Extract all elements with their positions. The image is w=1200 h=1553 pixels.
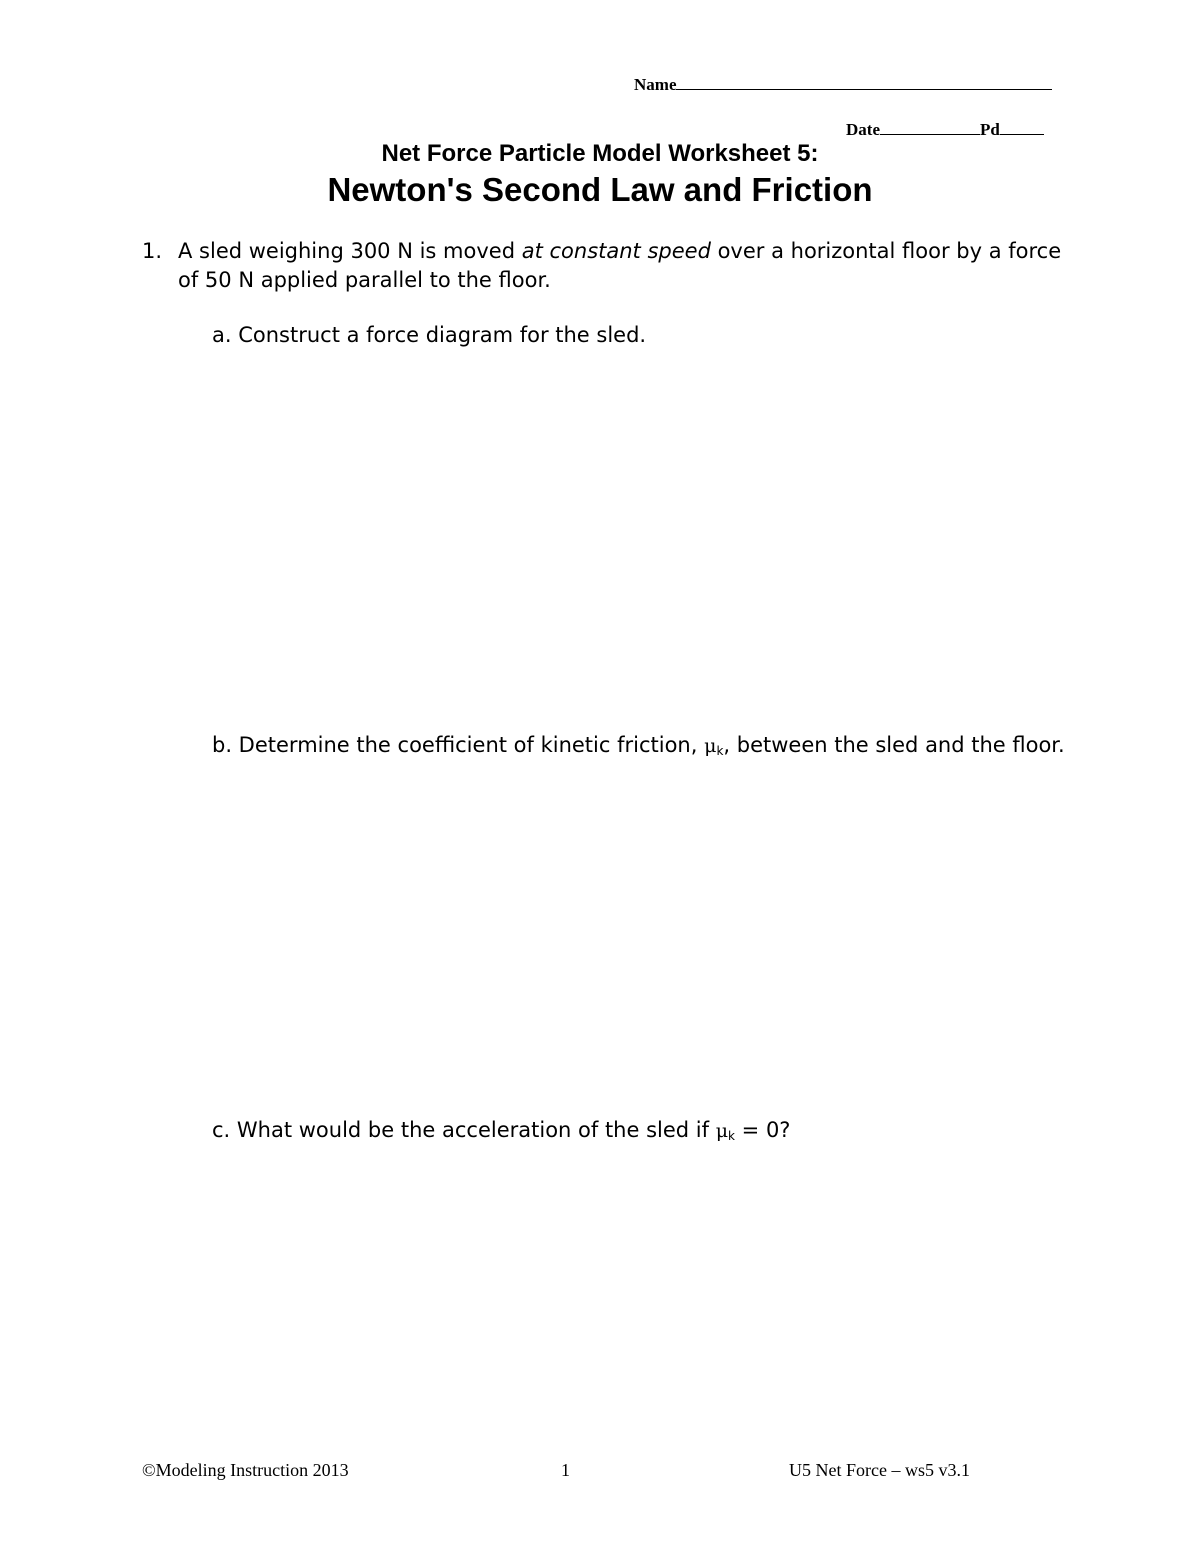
question-text-emphasis: at constant speed — [521, 239, 711, 263]
question-text-part2: over a horizontal floor by a force of 50 N applied parallel to the floor. — [178, 239, 1062, 292]
name-label: Name — [634, 75, 677, 94]
question-1a: a. Construct a force diagram for the sled. — [212, 323, 647, 347]
question-number: 1. — [142, 239, 163, 263]
footer-page-number: 1 — [561, 1460, 570, 1480]
date-blank[interactable] — [880, 117, 980, 135]
mu-subscript-c: k — [728, 1129, 735, 1143]
name-blank[interactable] — [676, 72, 1052, 90]
worksheet-title: Net Force Particle Model Worksheet 5: — [381, 140, 819, 167]
pd-blank[interactable] — [1000, 117, 1044, 135]
worksheet-subtitle: Newton's Second Law and Friction — [327, 171, 873, 208]
footer-doc-id: U5 Net Force – ws5 v3.1 — [789, 1460, 970, 1480]
question-1c-part1: c. What would be the acceleration of the sled if — [212, 1118, 716, 1142]
mu-symbol: μ — [704, 735, 717, 757]
question-1b-part1: b. Determine the coefficient of kinetic friction, — [212, 733, 705, 757]
question-1c-part2: = 0? — [735, 1118, 791, 1142]
name-field[interactable] — [634, 72, 1052, 95]
pd-label: Pd — [979, 120, 1000, 139]
question-1-text — [178, 237, 1062, 295]
question-1 — [142, 237, 1062, 295]
question-1c — [212, 1116, 790, 1151]
mu-symbol-c: μ — [715, 1120, 729, 1142]
footer-copyright: ©Modeling Instruction 2013 — [142, 1460, 349, 1480]
mu-subscript: k — [716, 744, 724, 758]
date-label: Date — [846, 120, 880, 139]
date-pd-field[interactable] — [846, 117, 1044, 140]
question-1b-part2: , between the sled and the floor. — [723, 733, 1065, 757]
question-text-part1: A sled weighing 300 N is moved — [178, 239, 522, 263]
question-1b — [142, 731, 1072, 766]
